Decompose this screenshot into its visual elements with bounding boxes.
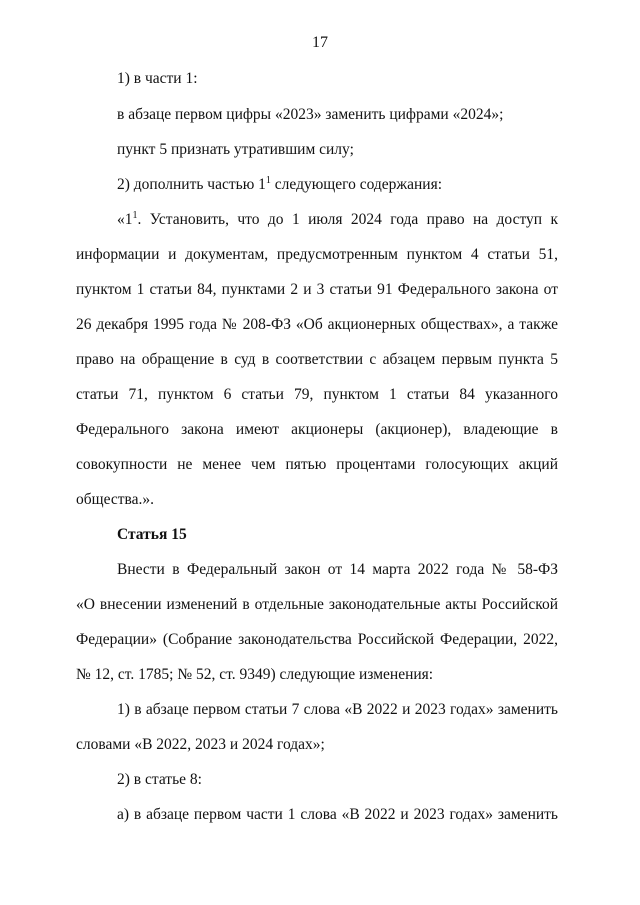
page-number: 17 — [312, 34, 328, 51]
paragraph-line: Федерального закона имеют акционеры (акционер), владеющие в — [76, 421, 558, 438]
paragraph-line: Федерации» (Собрание законодательства Российской Федерации, 2022, — [76, 631, 558, 648]
superscript: 1 — [132, 210, 138, 221]
paragraph-line: общества.». — [76, 491, 154, 508]
paragraph-line: пункт 5 признать утратившим силу; — [117, 141, 354, 158]
text-run: «1 — [117, 211, 133, 228]
paragraph-line: статьи 71, пунктом 6 статьи 79, пунктом 1 статьи 84 указанного — [76, 386, 558, 403]
paragraph-line: 1) в абзаце первом статьи 7 слова «В 2022 и 2023 годах» заменить — [117, 701, 558, 718]
paragraph-line: № 12, ст. 1785; № 52, ст. 9349) следующие изменения: — [76, 666, 434, 683]
paragraph-line: пунктом 1 статьи 84, пунктами 2 и 3 статьи 91 Федерального закона от — [76, 281, 558, 298]
paragraph-line: а) в абзаце первом части 1 слова «В 2022 и 2023 годах» заменить — [117, 806, 558, 823]
superscript: 1 — [265, 175, 271, 186]
article-heading: Статья 15 — [117, 526, 187, 543]
paragraph-line: 2) в статье 8: — [117, 771, 202, 788]
paragraph-line — [117, 211, 558, 229]
paragraph-line: информации и документам, предусмотренным пунктом 4 статьи 51, — [76, 246, 558, 263]
text-run: . Установить, что до 1 июля 2024 года право на доступ к — [137, 211, 558, 228]
paragraph-line: 1) в части 1: — [117, 70, 198, 87]
text-run: следующего содержания: — [270, 176, 443, 193]
paragraph-line: совокупности не менее чем пятью процентами голосующих акций — [76, 456, 558, 473]
paragraph-line: словами «В 2022, 2023 и 2024 годах»; — [76, 736, 325, 753]
paragraph-line: «О внесении изменений в отдельные законодательные акты Российской — [76, 596, 558, 613]
paragraph-line: 26 декабря 1995 года № 208-ФЗ «Об акционерных обществах», а также — [76, 316, 558, 333]
paragraph-line: Внести в Федеральный закон от 14 марта 2022 года № 58-ФЗ — [117, 561, 558, 578]
text-run: 2) дополнить частью 1 — [117, 176, 266, 193]
paragraph-line: право на обращение в суд в соответствии с абзацем первым пункта 5 — [76, 351, 558, 368]
paragraph-line — [117, 176, 442, 194]
paragraph-line: в абзаце первом цифры «2023» заменить цифрами «2024»; — [117, 106, 504, 123]
